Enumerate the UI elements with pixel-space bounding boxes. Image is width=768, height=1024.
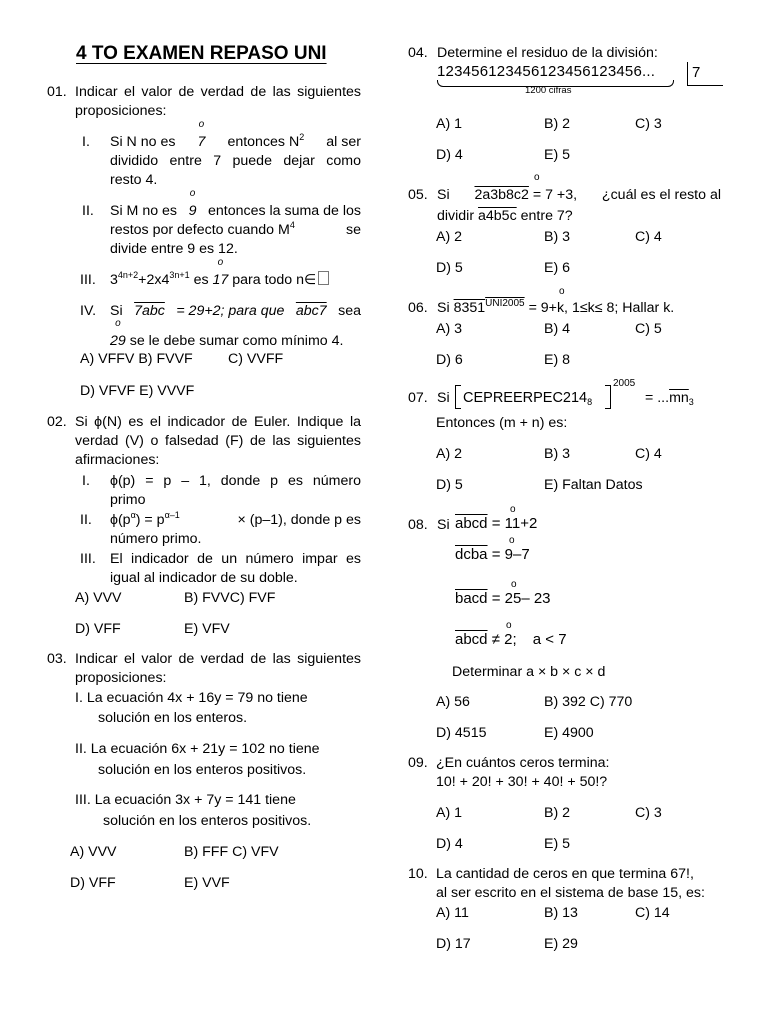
q08-row4-cond: a < 7 (532, 631, 567, 648)
q01-i-line3: resto 4. (110, 172, 158, 188)
q09-option-a: A) 1 (436, 805, 463, 821)
q08-determinar: Determinar a × b × c × d (452, 664, 606, 680)
q04-option-a: A) 1 (436, 116, 463, 132)
q05-si: Si (437, 187, 450, 203)
q05-option-a: A) 2 (436, 229, 463, 245)
q01-stem-line2: proposiciones: (75, 103, 167, 119)
q08-row1-eq: = 11+2 (491, 515, 538, 532)
q07-eq: = ... (645, 390, 670, 406)
q02-ii-b: ) = p (135, 512, 165, 528)
q05-numeral: 2a3b8c2 (474, 187, 529, 203)
q03-iii-line1: III. La ecuación 3x + 7y = 141 tiene (75, 792, 296, 808)
q02-iii-line2: igual al indicador de su doble. (110, 570, 298, 586)
q02-ii-s1: α (130, 510, 136, 520)
q07-number: 07. (408, 390, 428, 406)
q04-stem: Determine el residuo de la división: (437, 45, 658, 61)
q10-line2: al ser escrito en el sistema de base 15, es: (436, 885, 705, 901)
q03-iii-line2: solución en los enteros positivos. (103, 813, 312, 829)
q09-number: 09. (408, 755, 428, 771)
q01-i-line1 (110, 133, 361, 151)
q02-i-line2: primo (110, 492, 146, 508)
q10-option-c: C) 14 (635, 905, 670, 921)
q01-stem-line1: Indicar el valor de verdad de las siguientes (75, 84, 361, 100)
q01-ii-number: II. (82, 203, 94, 219)
q07-option-b: B) 3 (544, 446, 571, 462)
q01-iii-end: para todo n∈ (232, 272, 317, 288)
q01-i-multiple-7: o 7 (198, 133, 206, 151)
q01-iii-multiple-17: o 17 (213, 271, 229, 289)
q07-bracket-left (455, 385, 461, 409)
q01-iii-number: III. (80, 272, 96, 288)
q01-ii-multiple-9: o 9 (189, 202, 197, 220)
q01-iv-numeral-7abc: 7abc (134, 303, 165, 319)
q07-option-e: E) Faltan Datos (544, 477, 643, 493)
q10-option-e: E) 29 (544, 936, 578, 952)
q01-ii-line3: divide entre 9 es 12. (110, 241, 238, 257)
q08-row3 (455, 590, 551, 608)
q10-option-b: B) 13 (544, 905, 578, 921)
q10-line1: La cantidad de ceros en que termina 67!, (436, 866, 694, 882)
q03-ii-line1: II. La ecuación 6x + 21y = 102 no tiene (75, 741, 320, 757)
q03-option-bc: B) FFF C) VFV (184, 844, 279, 860)
q04-option-c: C) 3 (635, 116, 662, 132)
q04-option-d: D) 4 (436, 147, 463, 163)
q02-ii-number: II. (80, 512, 92, 528)
q01-iii-exp2: 3n+1 (169, 270, 190, 280)
q04-division-bar-horizontal (687, 85, 723, 86)
q07-base: 8 (587, 397, 593, 407)
q09-line1: ¿En cuántos ceros termina: (436, 755, 610, 771)
q08-row3-eq: = 25– 23 (491, 590, 551, 607)
q07-exponent: 2005 (613, 378, 636, 389)
q08-row4 (455, 631, 567, 649)
q03-number: 03. (47, 651, 67, 667)
q05-numeral-a4b5c: a4b5c (478, 208, 517, 224)
q06-equation: = 9+k, 1≤k≤ 8; Hallar k. (528, 300, 675, 316)
q10-number: 10. (408, 866, 428, 882)
q03-option-d: D) VFF (70, 875, 116, 891)
q01-ii-line2-end: se (346, 222, 361, 238)
q08-row1-numeral: abcd (455, 515, 488, 532)
q08-option-d: D) 4515 (436, 725, 487, 741)
q07-inner (463, 389, 592, 407)
q05-question: ¿cuál es el resto al (601, 187, 721, 203)
q06-si: Si (437, 300, 450, 316)
q03-stem-line1: Indicar el valor de verdad de las siguientes (75, 651, 361, 667)
q07-option-c: C) 4 (635, 446, 662, 462)
q05-line2 (437, 207, 573, 225)
q04-number: 04. (408, 45, 428, 61)
q07-si: Si (437, 390, 450, 406)
q02-stem-line3: afirmaciones: (75, 452, 160, 468)
q09-line2: 10! + 20! + 30! + 40! + 50!? (436, 774, 608, 790)
q02-option-e: E) VFV (184, 621, 230, 637)
q02-option-bc: B) FVVC) FVF (184, 590, 276, 606)
q05-line1 (437, 186, 721, 204)
q01-iv-si: Si (110, 303, 123, 319)
q07-equation (645, 389, 694, 407)
q06-number: 06. (408, 300, 428, 316)
q05-option-d: D) 5 (436, 260, 463, 276)
q09-option-c: C) 3 (635, 805, 662, 821)
q08-si: Si (437, 517, 450, 533)
q06-multiple-mark: o (559, 286, 565, 297)
q05-option-b: B) 3 (544, 229, 571, 245)
q02-i-number: I. (82, 473, 90, 489)
q08-row3-mark: o (511, 579, 517, 590)
q01-iii-es: es (193, 272, 209, 288)
q03-option-e: E) VVF (184, 875, 230, 891)
q01-i-text-a: Si N no es (110, 134, 176, 150)
q04-option-e: E) 5 (544, 147, 571, 163)
q01-ii-exponent: 4 (289, 220, 295, 230)
q06-exponent: UNI2005 (485, 298, 525, 309)
q01-ii-text-c: entonces la suma de los (207, 203, 361, 219)
q04-divisor: 7 (692, 64, 701, 81)
q03-option-a: A) VVV (70, 844, 117, 860)
q01-option-ab: A) VFFV B) FVVF (80, 351, 193, 367)
q01-number: 01. (47, 84, 67, 100)
q01-iv-sea: sea (338, 303, 361, 319)
q02-iii-number: III. (80, 551, 96, 567)
q02-stem-line1: Si ϕ(N) es el indicador de Euler. Indique la (75, 414, 361, 430)
q05-equation: = 7 +3, (532, 187, 578, 203)
q02-iii-line1: El indicador de un número impar es (110, 551, 361, 567)
q02-ii-line2: número primo. (110, 531, 202, 547)
q07-option-d: D) 5 (436, 477, 463, 493)
q01-i-line2: dividido entre 7 puede dejar como (110, 153, 361, 169)
q08-row1 (455, 515, 537, 533)
q06-option-e: E) 8 (544, 352, 571, 368)
q01-ii-text-a: Si M no es (110, 203, 178, 219)
q01-iii-plus: +2x4 (138, 272, 170, 288)
q10-option-d: D) 17 (436, 936, 471, 952)
q07-bracket-right (605, 385, 611, 409)
q02-ii-c: × (p–1), donde p es (237, 512, 361, 528)
q05-entre: entre 7? (520, 208, 573, 224)
q01-iv-line1 (110, 302, 361, 320)
q08-option-e: E) 4900 (544, 725, 594, 741)
missing-glyph-box (318, 271, 329, 285)
q07-line2: Entonces (m + n) es: (436, 415, 568, 431)
q07-numeral: CEPREERPEC214 (463, 390, 588, 406)
q08-row2 (455, 546, 530, 564)
q10-option-a: A) 11 (436, 905, 469, 921)
q09-option-b: B) 2 (544, 805, 571, 821)
q08-row2-numeral: dcba (455, 546, 488, 563)
q07-mn: $\overline{mn}$ (669, 390, 689, 406)
q01-iv-multiple-29: o 29 (110, 332, 126, 350)
q05-option-e: E) 6 (544, 260, 571, 276)
q08-row2-eq: = 9–7 (491, 546, 530, 563)
q03-stem-line2: proposiciones: (75, 670, 167, 686)
q09-option-d: D) 4 (436, 836, 463, 852)
q05-dividir: dividir (437, 208, 475, 224)
q02-ii-s2: α–1 (164, 510, 180, 520)
q06-option-d: D) 6 (436, 352, 463, 368)
q03-ii-line2: solución en los enteros positivos. (98, 762, 307, 778)
q04-division-bar-vertical (687, 62, 688, 86)
q08-option-a: A) 56 (436, 694, 470, 710)
q01-option-c: C) VVFF (228, 351, 284, 367)
q01-option-de: D) VFVF E) VVVF (80, 383, 195, 399)
q08-option-bc: B) 392 C) 770 (544, 694, 633, 710)
q01-iv-numeral-abc7: abc7 (295, 303, 327, 319)
q04-brace-label: 1200 cifras (525, 85, 572, 96)
q01-ii-line1 (110, 202, 361, 220)
q08-row4-mark: o (506, 620, 512, 631)
q01-iii-line (110, 271, 329, 289)
q04-dividend: 123456123456123456123456... (437, 63, 656, 80)
q01-iv-number: IV. (80, 303, 97, 319)
q01-i-text-c: entonces N (227, 134, 300, 150)
q03-i-line1: I. La ecuación 4x + 16y = 79 no tiene (75, 690, 308, 706)
q02-ii-line1 (110, 511, 361, 529)
q01-i-exponent: 2 (299, 132, 305, 142)
q01-iii-exp1: 4n+2 (117, 270, 139, 280)
q01-i-text-d: al ser (326, 134, 361, 150)
q02-stem-line2: verdad (V) o falsedad (F) de las siguientes (75, 433, 361, 449)
q01-iv-eq: = 29+2; para que (176, 303, 285, 319)
q01-iv-line2 (110, 332, 343, 350)
q01-ii-line2-text: restos por defecto cuando M (110, 222, 290, 238)
q07-option-a: A) 2 (436, 446, 463, 462)
q02-option-a: A) VVV (75, 590, 122, 606)
q05-number: 05. (408, 187, 428, 203)
q06-numeral: 8351 (453, 300, 486, 316)
q07-mn-base: 3 (688, 397, 694, 407)
q06-line1 (437, 299, 674, 317)
q02-ii-a: ϕ(p (110, 512, 131, 528)
page-title: 4 TO EXAMEN REPASO UNI (76, 43, 327, 64)
q02-i-line1: ϕ(p) = p – 1, donde p es número (110, 473, 361, 489)
q03-i-line2: solución en los enteros. (98, 710, 248, 726)
q05-option-c: C) 4 (635, 229, 662, 245)
q08-row2-mark: o (509, 535, 515, 546)
q05-multiple-mark: o (534, 172, 540, 183)
q08-row1-mark: o (510, 504, 516, 515)
q01-iii-base: 3 (110, 272, 118, 288)
q06-option-c: C) 5 (635, 321, 662, 337)
q06-option-a: A) 3 (436, 321, 463, 337)
q08-number: 08. (408, 517, 428, 533)
q02-number: 02. (47, 414, 67, 430)
q08-row4-neq: ≠ 2; (491, 631, 517, 648)
q02-option-d: D) VFF (75, 621, 121, 637)
q08-row4-numeral: abcd (455, 631, 488, 648)
q06-option-b: B) 4 (544, 321, 571, 337)
q01-i-number: I. (82, 134, 90, 150)
q04-option-b: B) 2 (544, 116, 571, 132)
q09-option-e: E) 5 (544, 836, 571, 852)
q08-row3-numeral: bacd (455, 590, 488, 607)
q01-ii-line2 (110, 221, 361, 239)
q01-iv-line2-text: se le debe sumar como mínimo 4. (129, 333, 344, 349)
